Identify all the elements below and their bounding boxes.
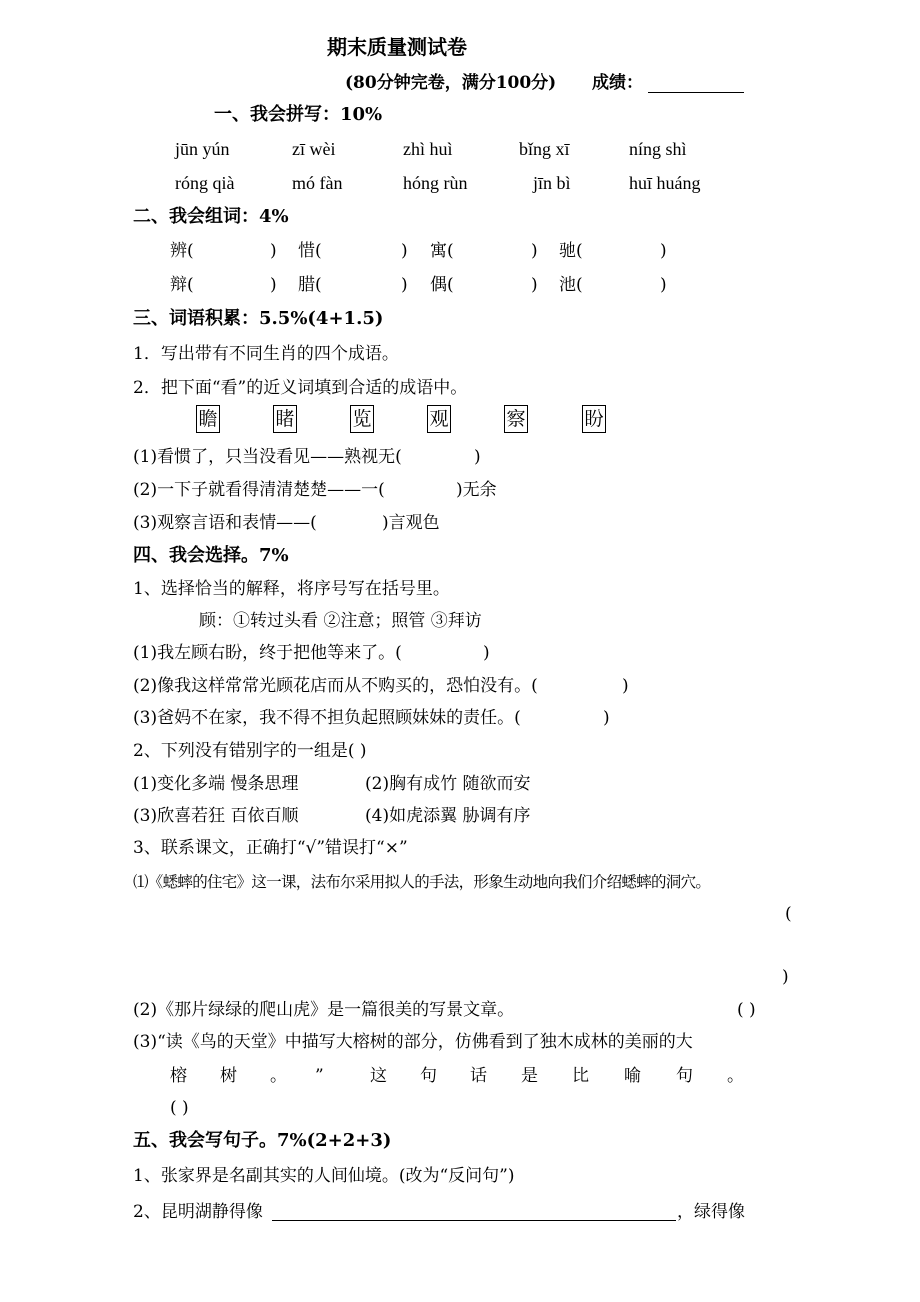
score-blank[interactable] (648, 92, 744, 93)
paren-close: ) (782, 967, 789, 987)
question-text: ，绿得像 (677, 1202, 745, 1222)
pinyin-item: bǐng xī (519, 139, 570, 159)
definition-list: 顾：①转过头看 ②注意；照管 ③拜访 (199, 611, 482, 631)
choice-item: (3)爸妈不在家，我不得不担负起照顾妹妹的责任。( (133, 708, 521, 728)
answer-paren: ( ) (737, 1000, 756, 1020)
word-char: 驰( (559, 241, 583, 261)
question-text: 2、下列没有错别字的一组是( ) (133, 741, 367, 761)
sentence-char: 是 (521, 1066, 538, 1086)
option-item: (1)变化多端 慢条思理 (133, 774, 299, 794)
sentence-char: 句 (676, 1066, 693, 1086)
word-char: 腊( (298, 275, 322, 295)
section-2-heading: 二、我会组词：4% (133, 206, 289, 227)
pinyin-item: níng shì (629, 139, 687, 159)
paren-close: ) (483, 643, 490, 663)
section-5-heading: 五、我会写句子。7%(2+2+3) (133, 1130, 392, 1151)
option-item: (2)胸有成竹 随欲而安 (365, 774, 531, 794)
word-box: 睹 (273, 405, 297, 433)
option-item: (4)如虎添翼 胁调有序 (365, 806, 531, 826)
paren-close: ) (401, 241, 408, 261)
choice-item: (1)我左顾右盼，终于把他等来了。( (133, 643, 402, 663)
page-title: 期末质量测试卷 (327, 35, 467, 59)
fill-item-end: )无余 (456, 480, 497, 500)
paren-close: ) (622, 676, 629, 696)
sentence-char: ” (315, 1066, 324, 1086)
pinyin-item: mó fàn (292, 173, 343, 193)
word-box: 盼 (582, 405, 606, 433)
sentence-char: 喻 (624, 1066, 641, 1086)
sentence-char: 。 (727, 1066, 744, 1086)
exam-info: (80分钟完卷，满分100分) (345, 73, 557, 93)
section-1-heading: 一、我会拼写：10% (214, 104, 383, 125)
sentence-char: 。 (270, 1066, 287, 1086)
word-char: 寓( (430, 241, 454, 261)
paren-close: ) (270, 275, 277, 295)
question-text: 3、联系课文，正确打“√”错误打“×” (133, 838, 408, 858)
question-text: 2．把下面“看”的近义词填到合适的成语中。 (133, 378, 468, 398)
pinyin-item: hóng rùn (403, 173, 468, 193)
word-box: 瞻 (196, 405, 220, 433)
fill-item: (2)一下子就看得清清楚楚——一( (133, 480, 385, 500)
answer-paren: ( ) (170, 1098, 189, 1118)
sentence-char: 比 (572, 1066, 589, 1086)
score-label: 成绩： (592, 73, 643, 93)
pinyin-item: zhì huì (403, 139, 453, 159)
fill-item-end: )言观色 (382, 513, 440, 533)
sentence-char: 句 (420, 1066, 437, 1086)
judge-item: (2)《那片绿绿的爬山虎》是一篇很美的写景文章。 (133, 1000, 515, 1020)
pinyin-item: jūn yún (175, 139, 230, 159)
word-box: 观 (427, 405, 451, 433)
sentence-char: 榕 (170, 1066, 187, 1086)
fill-item-end: ) (474, 447, 481, 467)
question-text: 2、昆明湖静得像 (133, 1202, 263, 1222)
word-char: 偶( (430, 275, 454, 295)
paren-close: ) (270, 241, 277, 261)
sentence-char: 话 (470, 1066, 487, 1086)
pinyin-item: jīn bì (533, 173, 571, 193)
question-text: 1．写出带有不同生肖的四个成语。 (133, 344, 399, 364)
option-item: (3)欣喜若狂 百依百顺 (133, 806, 299, 826)
sentence-char: 这 (370, 1066, 387, 1086)
question-text: 1、张家界是名副其实的人间仙境。(改为“反问句”) (133, 1166, 515, 1186)
fill-item: (3)观察言语和表情——( (133, 513, 317, 533)
judge-item: (3)“读《鸟的天堂》中描写大榕树的部分，仿佛看到了独木成林的美丽的大 (133, 1032, 693, 1052)
question-text: 1、选择恰当的解释，将序号写在括号里。 (133, 579, 450, 599)
section-4-heading: 四、我会选择。7% (133, 545, 289, 566)
paren-close: ) (660, 241, 667, 261)
word-box: 察 (504, 405, 528, 433)
paren-open: ( (785, 904, 792, 924)
word-char: 惜( (298, 241, 322, 261)
paren-close: ) (660, 275, 667, 295)
pinyin-item: huī huáng (629, 173, 701, 193)
word-box: 览 (350, 405, 374, 433)
word-char: 池( (559, 275, 583, 295)
paren-close: ) (401, 275, 408, 295)
pinyin-item: zī wèi (292, 139, 336, 159)
word-char: 辩( (170, 275, 194, 295)
fill-item: (1)看惯了，只当没看见——熟视无( (133, 447, 402, 467)
judge-item: ⑴《蟋蟀的住宅》这一课，法布尔采用拟人的手法，形象生动地向我们介绍蟋蟀的洞穴。 (133, 873, 711, 891)
paren-close: ) (531, 275, 538, 295)
word-char: 辨( (170, 241, 194, 261)
pinyin-item: róng qià (175, 173, 235, 193)
paren-close: ) (603, 708, 610, 728)
paren-close: ) (531, 241, 538, 261)
sentence-char: 树 (220, 1066, 237, 1086)
section-3-heading: 三、词语积累：5.5%(4+1.5) (133, 308, 384, 329)
choice-item: (2)像我这样常常光顾花店而从不购买的，恐怕没有。( (133, 676, 538, 696)
answer-blank[interactable] (272, 1220, 676, 1221)
